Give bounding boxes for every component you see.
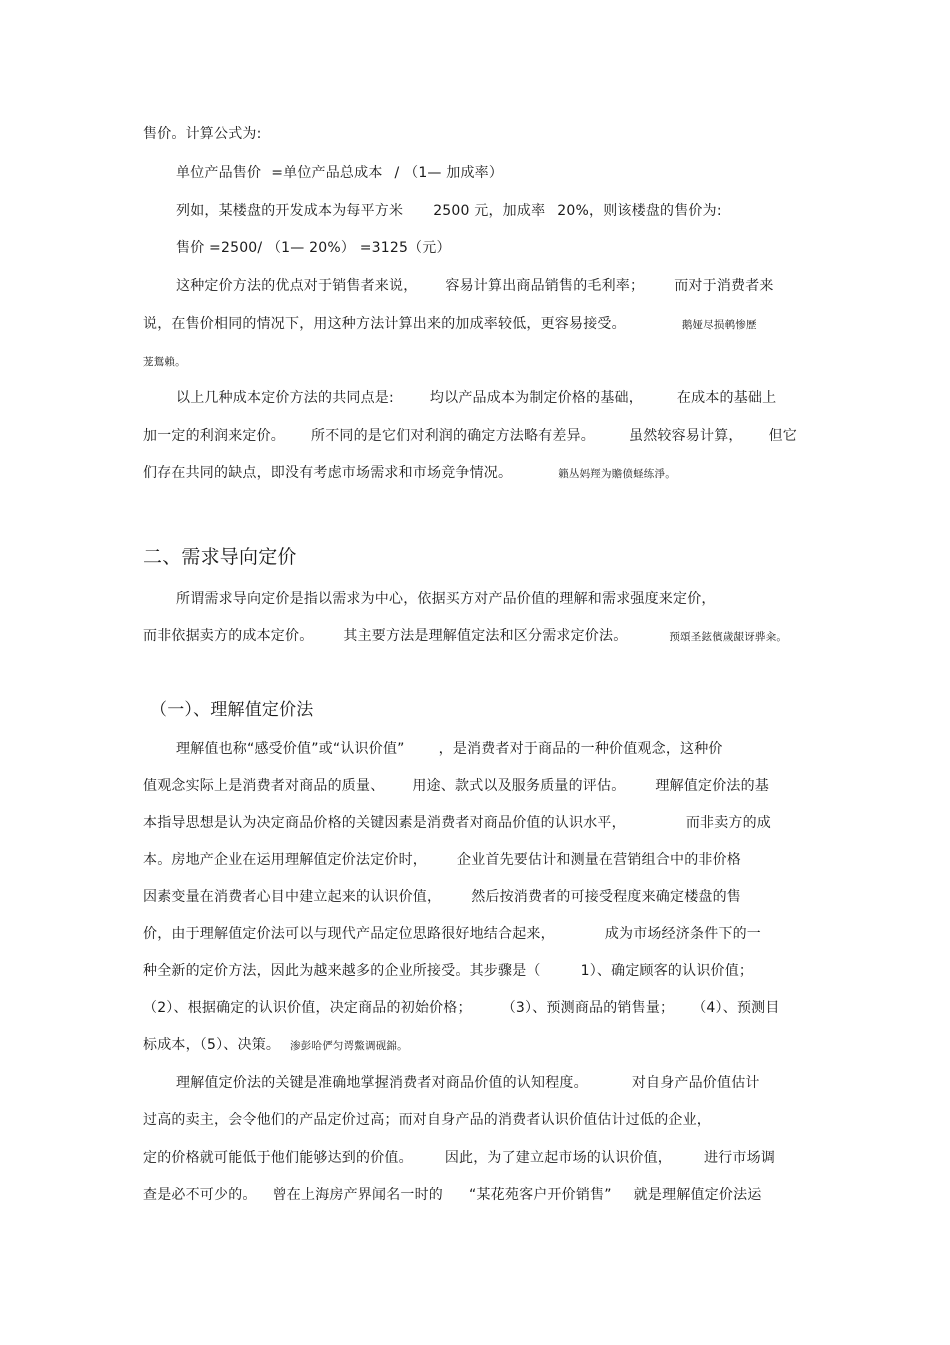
text-line: 加一定的利润来定价。 所不同的是它们对利润的确定方法略有差异。 虽然较容易计算， 但它 — [143, 428, 798, 444]
text-line: 所谓需求导向定价是指以需求为中心，依据买方对产品价值的理解和需求强度来定价， — [176, 591, 716, 607]
text-line: 过高的卖主，会令他们的产品定价过高；而对自身产品的消费者认识价值估计过低的企业， — [143, 1112, 711, 1128]
text-line: 这种定价方法的优点对于销售者来说， 容易计算出商品销售的毛利率； 而对于消费者来 — [176, 278, 774, 294]
formula-line: 单位产品售价 =单位产品总成本 / （1— 加成率） — [176, 165, 504, 181]
text-line: 茏鴛賴。 — [143, 356, 186, 368]
text-line: 们存在共同的缺点，即没有考虑市场需求和市场竞争情况。 籟丛妈羥为贍偾蛏练淨。 — [143, 465, 676, 481]
text-line: 本指导思想是认为决定商品价格的关键因素是消费者对商品价值的认识水平， 而非卖方的成 — [143, 815, 772, 831]
text-line: 列如，某楼盘的开发成本为每平方米 2500 元，加成率 20%，则该楼盘的售价为: — [176, 203, 722, 219]
section-heading: 二、需求导向定价 — [143, 546, 297, 568]
text-line: 查是必不可少的。 曾在上海房产界闻名一时的 “某花苑客户开价销售” 就是理解值定价法运 — [143, 1187, 762, 1203]
text-line: 以上几种成本定价方法的共同点是: 均以产品成本为制定价格的基础， 在成本的基础上 — [176, 390, 777, 406]
text-line: 理解值也称“感受价值”或“认识价值” ，是消费者对于商品的一种价值观念，这种价 — [176, 741, 723, 757]
text-line: 价，由于理解值定价法可以与现代产品定位思路很好地结合起来， 成为市场经济条件下的一 — [143, 926, 762, 942]
text-line: 定的价格就可能低于他们能够达到的价值。 因此，为了建立起市场的认识价值， 进行市场调 — [143, 1150, 776, 1166]
subsection-heading: （一）、理解值定价法 — [150, 700, 314, 720]
text-line: 而非依据卖方的成本定价。 其主要方法是理解值定法和区分需求定价法。 预頌圣鉉儐歲龈讶骅籴。 — [143, 628, 788, 644]
text-line: 售价。计算公式为: — [143, 126, 262, 142]
text-line: 理解值定价法的关键是准确地掌握消费者对商品价值的认知程度。 对自身产品价值估计 — [176, 1075, 760, 1091]
text-line: 种全新的定价方法，因此为越来越多的企业所接受。其步骤是（ 1）、确定顾客的认识价值； — [143, 963, 754, 979]
text-line: 值观念实际上是消费者对商品的质量、 用途、款式以及服务质量的评估。 理解值定价法的基 — [143, 778, 770, 794]
text-line: 本。房地产企业在运用理解值定价法定价时， 企业首先要估计和测量在营销组合中的非价格 — [143, 852, 741, 868]
text-line: 因素变量在消费者心目中建立起来的认识价值， 然后按消费者的可接受程度来确定楼盘的售 — [143, 889, 742, 905]
text-line: 标成本，（5）、决策。 渗彭哈俨匀谔鱉调砚錦。 — [143, 1037, 408, 1053]
text-line: 说，在售价相同的情况下，用这种方法计算出来的加成率较低，更容易接受。 鹅娅尽损鹌惨歷 — [143, 316, 757, 332]
text-line: （2）、根据确定的认识价值，决定商品的初始价格； （3）、预测商品的销售量； （4）、预测目 — [143, 1000, 780, 1016]
formula-line: 售价 =2500/ （1— 20%） =3125（元） — [176, 240, 451, 256]
